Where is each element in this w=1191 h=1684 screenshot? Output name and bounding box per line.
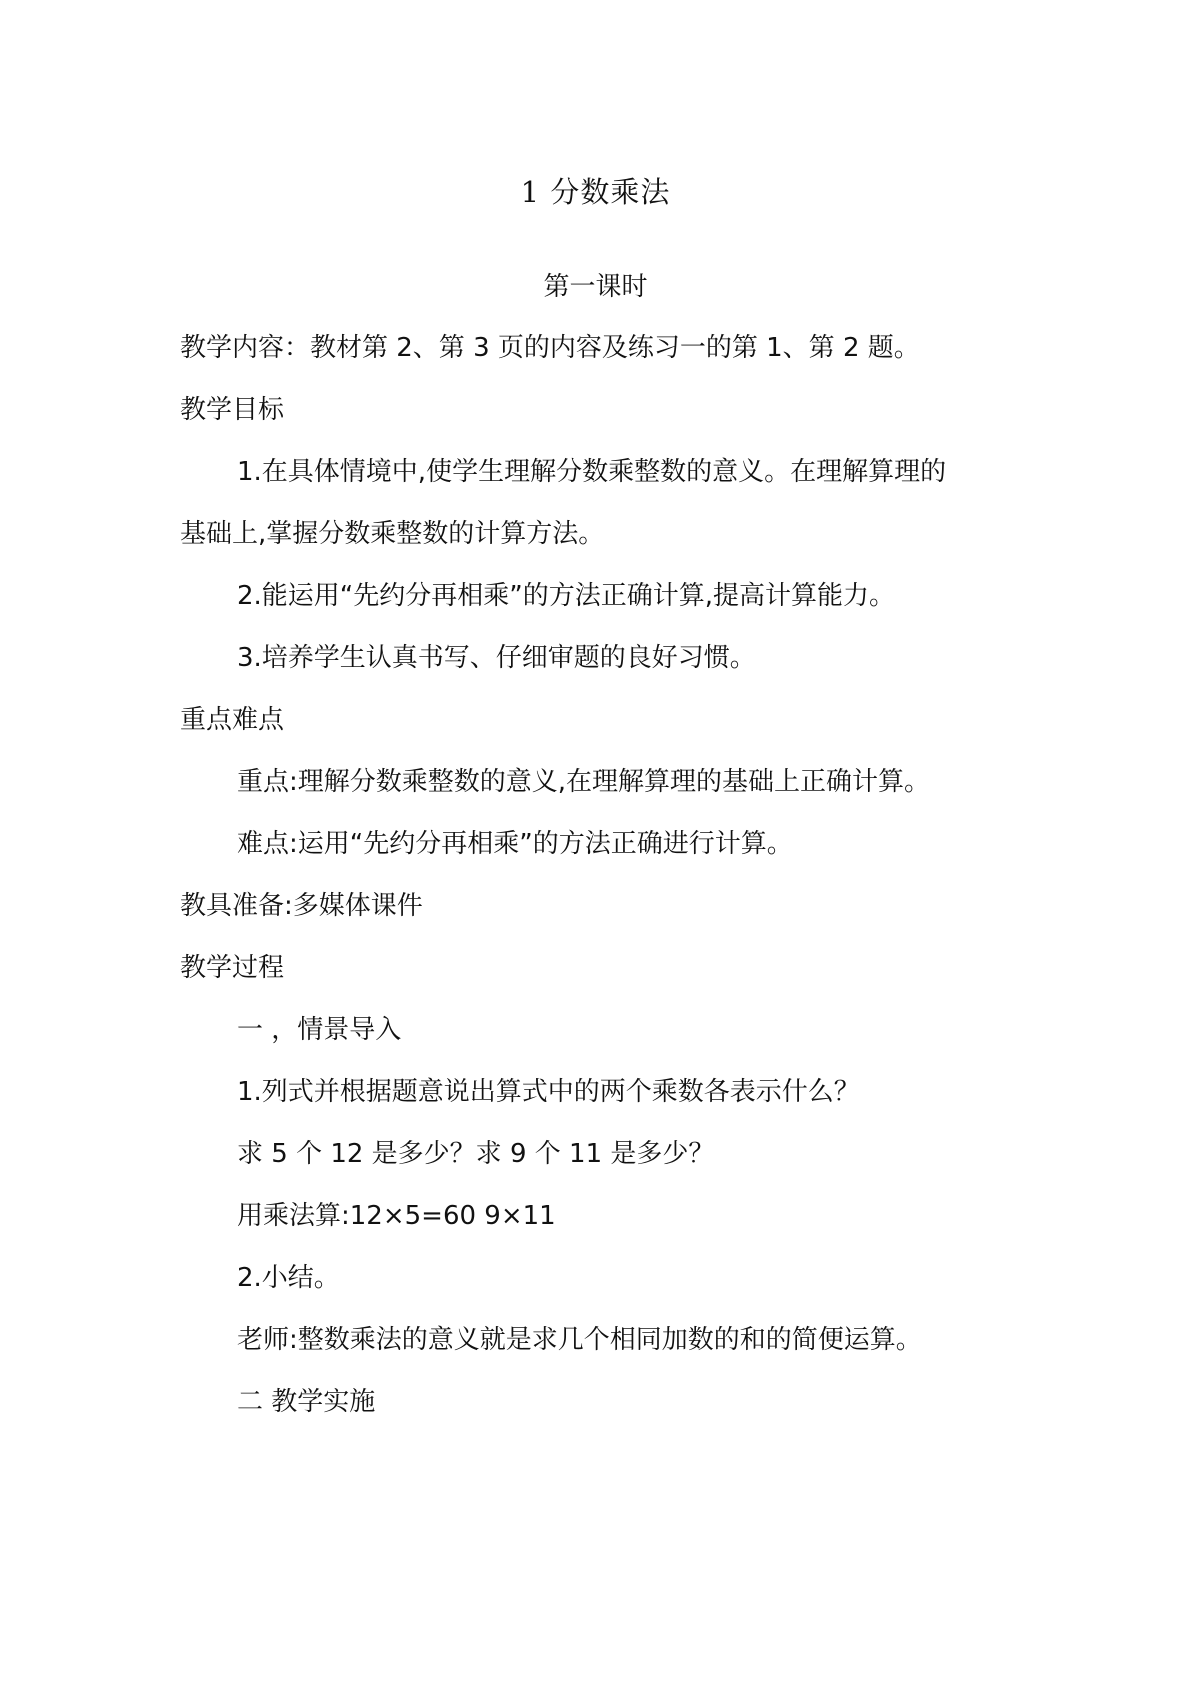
- section-heading-objectives: 教学目标: [180, 395, 285, 425]
- step-1-summary-label: 2.小结。: [237, 1263, 340, 1293]
- document-title: 1 分数乘法: [520, 175, 671, 209]
- objective-1-line-2: 基础上,掌握分数乘整数的计算方法。: [180, 519, 605, 549]
- lesson-subtitle: 第一课时: [543, 272, 648, 302]
- objective-3: 3.培养学生认真书写、仔细审题的良好习惯。: [237, 643, 756, 673]
- difficult-point: 难点:运用“先约分再相乘”的方法正确进行计算。: [237, 829, 793, 859]
- step-1-summary-text: 老师:整数乘法的意义就是求几个相同加数的和的简便运算。: [237, 1325, 922, 1355]
- objective-1-line-1: 1.在具体情境中,使学生理解分数乘整数的意义。在理解算理的: [237, 457, 947, 487]
- step-1-formula: 用乘法算:12×5=60 9×11: [237, 1201, 556, 1231]
- key-point: 重点:理解分数乘整数的意义,在理解算理的基础上正确计算。: [237, 767, 931, 797]
- step-2-heading: 二 教学实施: [237, 1387, 376, 1417]
- step-1-item-1: 1.列式并根据题意说出算式中的两个乘数各表示什么？: [237, 1077, 860, 1107]
- teaching-aids: 教具准备:多媒体课件: [180, 891, 423, 921]
- objective-2: 2.能运用“先约分再相乘”的方法正确计算,提高计算能力。: [237, 581, 896, 611]
- step-1-question: 求 5 个 12 是多少？求 9 个 11 是多少？: [237, 1139, 715, 1169]
- teaching-content-line: 教学内容：教材第 2、第 3 页的内容及练习一的第 1、第 2 题。: [180, 333, 920, 363]
- step-1-heading: 一 ，情景导入: [237, 1015, 402, 1045]
- section-heading-key-points: 重点难点: [180, 705, 285, 735]
- section-heading-process: 教学过程: [180, 953, 285, 983]
